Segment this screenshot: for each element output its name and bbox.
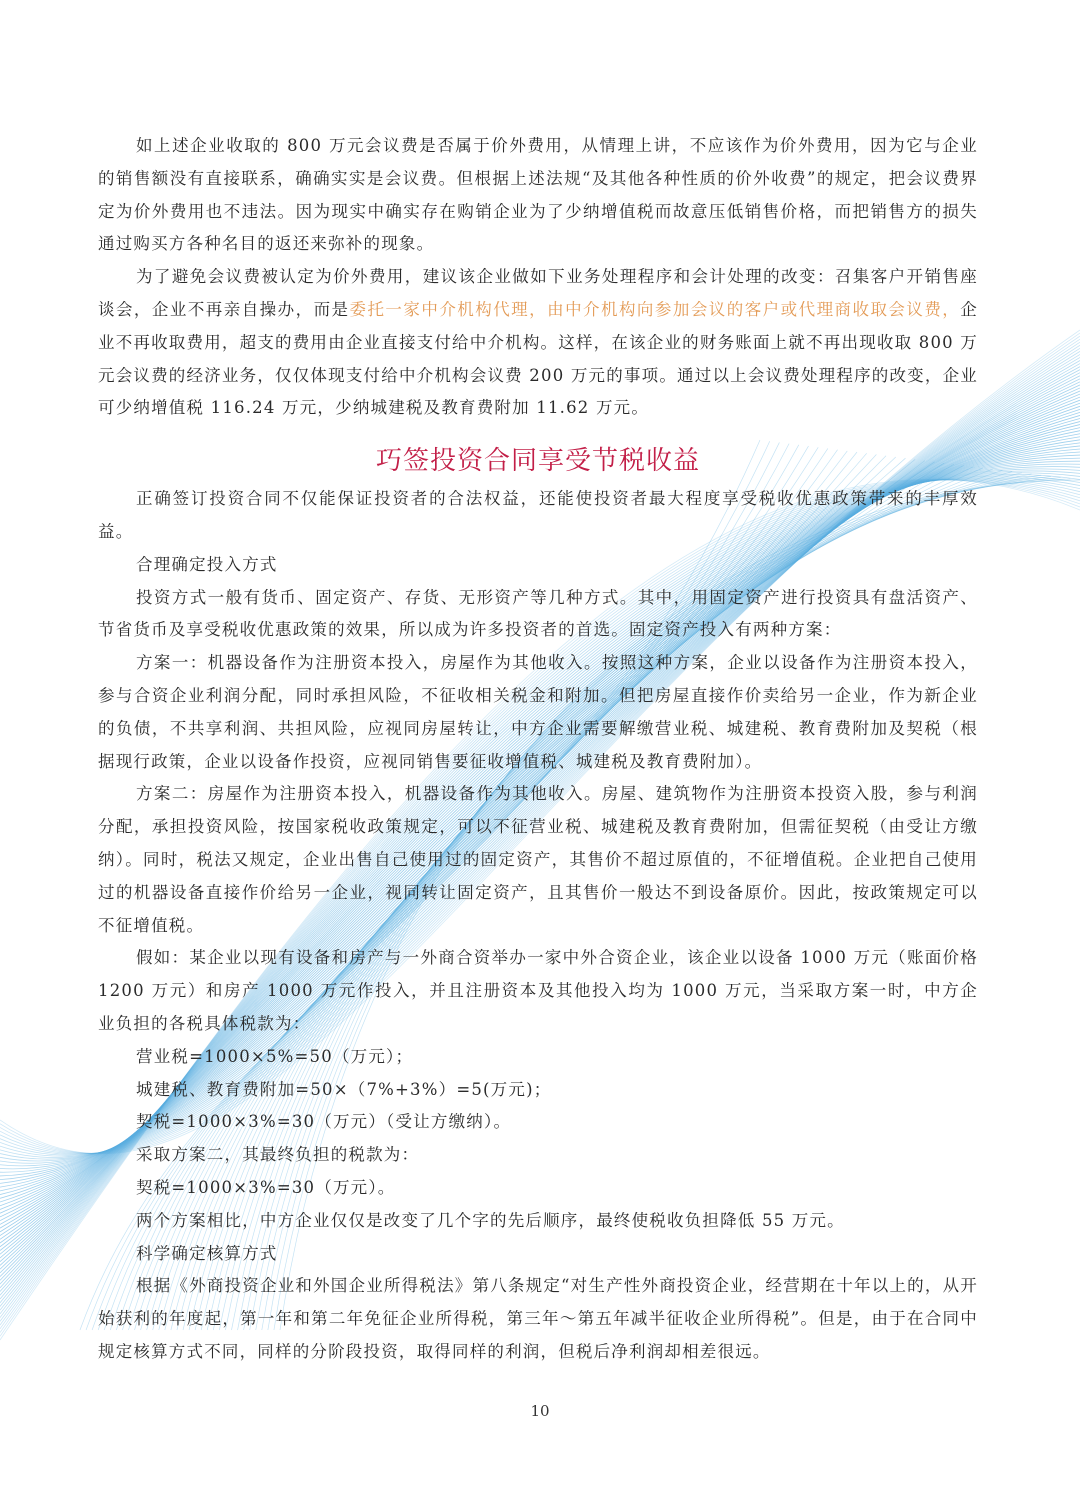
formula-line: 城建税、教育费附加=50×（7%+3%）=5(万元)； <box>136 1079 552 1099</box>
formula-line: 契税=1000×3%=30（万元）。 <box>136 1177 396 1197</box>
recommendation-text-post: 企业不再收取费用，超支的费用由企业直接支付给中介机构。这样，在该企业的财务账面上就不再出现收取 800 万元会议费的经济业务，仅仅体现支付给中介机构会议费 200 万元的事项。通过以上会议费处理程序的改变，企业可少纳增值税 116.24 万元，少纳城建税及教育费附加 11.62 万元。 <box>98 299 978 418</box>
paragraph: 方案二：房屋作为注册资本投入，机器设备作为其他收入。房屋、建筑物作为注册资本投资入股，参与利润分配，承担投资风险，按国家税收政策规定，可以不征营业税、城建税及教育费附加，但需征契税（由受让方缴纳）。同时，税法又规定，企业出售自己使用过的固定资产，其售价不超过原值的，不征增值税。企业把自己使用过的机器设备直接作价给另一企业，视同转让固定资产，且其售价一般达不到设备原价。因此，按政策规定可以不征增值税。 <box>98 784 978 935</box>
paragraph: 采取方案二，其最终负担的税款为： <box>136 1145 420 1165</box>
highlighted-text: 委托一家中介机构代理，由中介机构向参加会议的客户或代理商收取会议费， <box>349 299 961 319</box>
document-body <box>98 130 978 1369</box>
page-number: 10 <box>530 1402 550 1420</box>
paragraph: 方案一：机器设备作为注册资本投入，房屋作为其他收入。按照这种方案，企业以设备作为注册资本投入，参与合资企业利润分配，同时承担风险，不征收相关税金和附加。但把房屋直接作价卖给另一企业，作为新企业的负债，不共享利润、共担风险，应视同房屋转让，中方企业需要解缴营业税、城建税、教育费附加及契税（根据现行政策，企业以设备作投资，应视同销售要征收增值税、城建税及教育费附加）。 <box>98 653 978 771</box>
paragraph: 正确签订投资合同不仅能保证投资者的合法权益，还能使投资者最大程度享受税收优惠政策带来的丰厚效益。 <box>98 489 978 541</box>
formula-line: 营业税=1000×5%=50（万元）； <box>136 1046 414 1066</box>
paragraph: 两个方案相比，中方企业仅仅是改变了几个字的先后顺序，最终使税收负担降低 55 万元。 <box>136 1210 845 1230</box>
paragraph: 投资方式一般有货币、固定资产、存货、无形资产等几种方式。其中，用固定资产进行投资具有盘活资产、节省货币及享受税收优惠政策的效果，所以成为许多投资者的首选。固定资产投入有两种方案： <box>98 587 978 640</box>
subheading: 科学确定核算方式 <box>136 1243 278 1263</box>
paragraph-intro: 如上述企业收取的 800 万元会议费是否属于价外费用，从情理上讲，不应该作为价外费用，因为它与企业的销售额没有直接联系，确确实实是会议费。但根据上述法规“及其他各种性质的价外收费”的规定，把会议费界定为价外费用也不违法。因为现实中确实存在购销企业为了少纳增值税而故意压低销售价格，而把销售方的损失通过购买方各种名目的返还来弥补的现象。 <box>98 136 978 254</box>
paragraph: 根据《外商投资企业和外国企业所得税法》第八条规定“对生产性外商投资企业，经营期在十年以上的，从开始获利的年度起，第一年和第二年免征企业所得税，第三年～第五年减半征收企业所得税”。但是，由于在合同中规定核算方式不同，同样的分阶段投资，取得同样的利润，但税后净利润却相差很远。 <box>98 1276 978 1361</box>
formula-line: 契税=1000×3%=30（万元）（受让方缴纳）。 <box>136 1112 512 1132</box>
paragraph-recommendation <box>98 261 978 425</box>
paragraph: 假如：某企业以现有设备和房产与一外商合资举办一家中外合资企业，该企业以设备 1000 万元（账面价格 1200 万元）和房产 1000 万元作投入，并且注册资本及其他投入均为 1000 万元，当采取方案一时，中方企业负担的各税具体税款为： <box>98 948 978 1033</box>
section-title: 巧签投资合同享受节税收益 <box>375 446 700 477</box>
recommendation-text-pre: 为了避免会议费被认定为价外费用，建议该企业做如下业务处理程序和会计处理的改变：召集客户开销售座谈会，企业不再亲自操办，而是 <box>98 267 978 319</box>
subheading: 合理确定投入方式 <box>136 554 278 574</box>
